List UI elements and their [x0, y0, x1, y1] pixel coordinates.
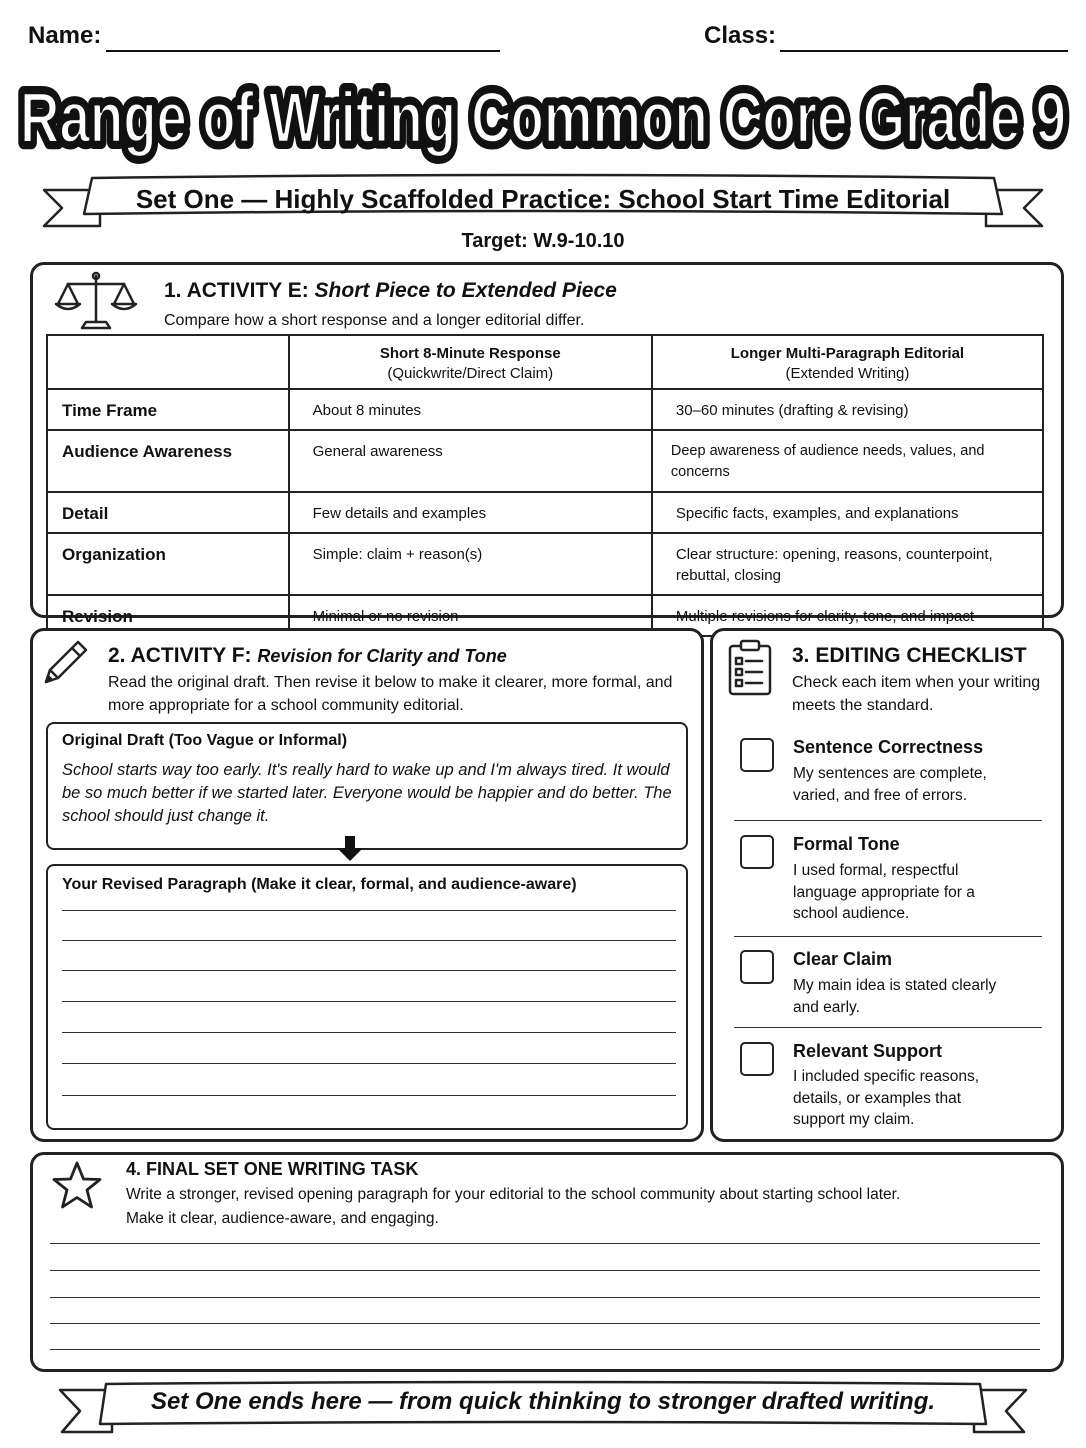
final-task-instructions-1: Write a stronger, revised opening paragraph for your editorial to the school community about starting school later.: [126, 1186, 901, 1203]
title-outline: Range of Writing Common Core Grade 9: [20, 79, 1066, 158]
checklist-subtitle: Check each item when your writing meets the standard.: [792, 674, 1041, 714]
original-draft-label: Original Draft (Too Vague or Informal): [62, 732, 348, 749]
writing-line: [50, 1243, 1040, 1244]
long-cell: Deep awareness of audience needs, values, and concerns: [652, 430, 1043, 492]
final-task-title: FINAL SET ONE WRITING TASK: [146, 1159, 419, 1179]
footer-text: Set One ends here — from quick thinking to stronger drafted writing.: [150, 1388, 936, 1415]
checklist-item-desc: I included specific reasons, details, or examples that support my claim.: [793, 1068, 980, 1128]
writing-line: [62, 1095, 676, 1096]
title-text: Range of Writing Common Core Grade 9: [20, 79, 1066, 158]
final-task-instructions-2: Make it clear, audience-aware, and engaging.: [126, 1210, 439, 1227]
column-subtitle: (Extended Writing): [785, 365, 910, 382]
long-cell: 30–60 minutes (drafting & revising): [652, 389, 1043, 430]
column-header-long: [652, 335, 1043, 389]
checklist-item-desc: My sentences are complete, varied, and free of errors.: [793, 765, 987, 804]
class-field[interactable]: [780, 50, 1068, 52]
long-cell: Specific facts, examples, and explanations: [652, 492, 1043, 533]
arrow-down-icon: [336, 836, 364, 862]
target-standard: Target: W.9-10.10: [461, 230, 625, 252]
long-cell: Multiple revisions for clarity, tone, and impact: [652, 595, 1043, 636]
activity-e-subtitle: Compare how a short response and a longer editorial differ.: [164, 312, 585, 329]
activity-f-subtitle: Read the original draft. Then revise it below to make it clearer, more formal, and more appropriate for a school community editorial.: [108, 674, 673, 714]
checklist-item-desc: My main idea is stated clearly and early.: [793, 977, 997, 1016]
set-banner: [40, 172, 1046, 232]
final-task-number: 4.: [126, 1159, 142, 1179]
checklist-divider: [734, 820, 1042, 821]
checklist-divider: [734, 936, 1042, 937]
checklist-item-title: Formal Tone: [793, 834, 900, 854]
checkbox[interactable]: [740, 835, 774, 869]
header-row: [28, 20, 1068, 56]
short-cell: Few details and examples: [289, 492, 652, 533]
short-cell: General awareness: [289, 430, 652, 492]
table-row: [47, 430, 1043, 492]
table-row: [47, 389, 1043, 430]
activity-e-number: 1.: [164, 279, 182, 302]
writing-line: [62, 1032, 676, 1033]
writing-line: [50, 1349, 1040, 1350]
activity-f-title: Revision for Clarity and Tone: [257, 646, 507, 666]
checkbox[interactable]: [740, 738, 774, 772]
short-cell: About 8 minutes: [289, 389, 652, 430]
footer-banner: [40, 1380, 1046, 1440]
checkbox[interactable]: [740, 1042, 774, 1076]
row-label: Organization: [47, 533, 289, 595]
table-row: [47, 492, 1043, 533]
row-label: Revision: [47, 595, 289, 636]
revised-paragraph-box: [46, 864, 688, 1130]
column-title: Short 8-Minute Response: [379, 345, 561, 362]
table-corner: [47, 335, 289, 389]
name-label: Name:: [28, 22, 102, 49]
class-label: Class:: [704, 22, 777, 49]
checkbox[interactable]: [740, 950, 774, 984]
writing-line: [62, 910, 676, 911]
checklist-title: EDITING CHECKLIST: [815, 644, 1027, 667]
activity-f-label: ACTIVITY F:: [130, 644, 252, 667]
activity-e-label: ACTIVITY E:: [186, 279, 309, 302]
writing-line: [62, 940, 676, 941]
table-row: [47, 533, 1043, 595]
revised-paragraph-label: Your Revised Paragraph (Make it clear, formal, and audience-aware): [62, 876, 577, 893]
column-title: Longer Multi-Paragraph Editorial: [730, 345, 965, 362]
checklist-item-title: Relevant Support: [793, 1041, 943, 1061]
row-label: Time Frame: [47, 389, 289, 430]
scales-icon: [52, 270, 140, 334]
row-label: Audience Awareness: [47, 430, 289, 492]
activity-e-heading: [164, 279, 617, 303]
final-task-heading: [126, 1159, 418, 1180]
pencil-icon: [40, 636, 92, 688]
star-icon: [50, 1160, 104, 1212]
clipboard-icon: [724, 638, 776, 698]
short-cell: Minimal or no revision: [289, 595, 652, 636]
activity-f-number: 2.: [108, 644, 126, 667]
table-header-row: [47, 335, 1043, 389]
writing-line: [62, 970, 676, 971]
checklist-heading: [792, 644, 1027, 668]
page-title: [0, 66, 1086, 166]
checklist-item-title: Sentence Correctness: [793, 737, 984, 757]
column-header-short: [289, 335, 652, 389]
activity-f-heading: [108, 644, 507, 668]
comparison-table: [46, 334, 1044, 637]
checklist-item-desc: I used formal, respectful language appropriate for a school audience.: [793, 862, 975, 922]
checklist-number: 3.: [792, 644, 810, 667]
short-cell: Simple: claim + reason(s): [289, 533, 652, 595]
name-field[interactable]: [106, 50, 500, 52]
writing-line: [62, 1001, 676, 1002]
checklist-item-title: Clear Claim: [793, 949, 893, 969]
banner-text: Set One — Highly Scaffolded Practice: School Start Time Editorial: [135, 184, 951, 214]
column-subtitle: (Quickwrite/Direct Claim): [387, 365, 554, 382]
writing-line: [62, 1063, 676, 1064]
activity-e-title: Short Piece to Extended Piece: [314, 279, 617, 302]
row-label: Detail: [47, 492, 289, 533]
checklist-divider: [734, 1027, 1042, 1028]
writing-line: [50, 1323, 1040, 1324]
original-draft-text: School starts way too early. It's really hard to wake up and I'm always tired. It would be so much better if we started later. Everyone would be happier and do better. The school should just change it.: [62, 761, 672, 825]
writing-line: [50, 1270, 1040, 1271]
writing-line: [50, 1297, 1040, 1298]
long-cell: Clear structure: opening, reasons, counterpoint, rebuttal, closing: [652, 533, 1043, 595]
